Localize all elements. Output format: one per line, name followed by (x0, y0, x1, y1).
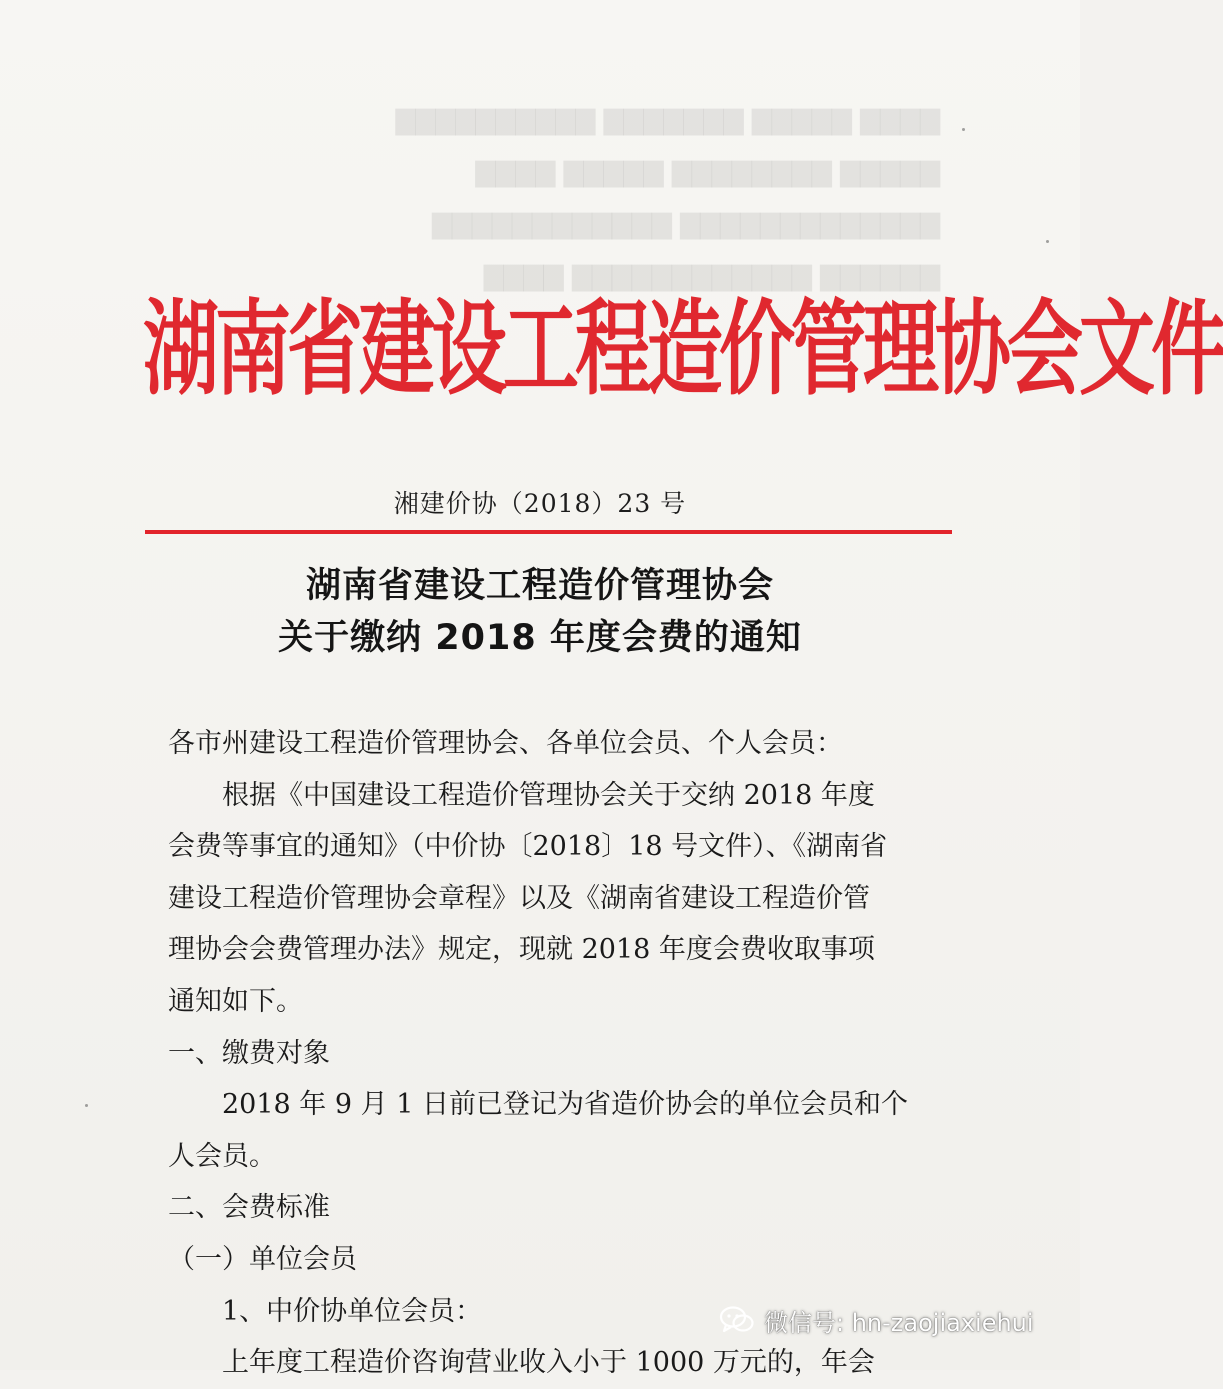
body-paragraph-line: 根据《中国建设工程造价管理协会关于交纳 2018 年度 (222, 779, 875, 811)
body-paragraph-line: 理协会会费管理办法》规定，现就 2018 年度会费收取事项 (168, 934, 875, 966)
body-paragraph-line: 通知如下。 (168, 985, 303, 1017)
notice-title-line-2: 关于缴纳 2018 年度会费的通知 (278, 618, 802, 658)
scan-speck (1046, 240, 1049, 243)
section-heading-2: 二、会费标准 (168, 1192, 330, 1224)
body-paragraph-line: 会费等事宜的通知》（中价协〔2018〕18 号文件）、《湖南省 (168, 831, 888, 863)
salutation: 各市州建设工程造价管理协会、各单位会员、个人会员： (168, 728, 843, 759)
body-paragraph-line: 上年度工程造价咨询营业收入小于 1000 万元的，年会 (222, 1347, 875, 1379)
document-number: 湘建价协（2018）23 号 (393, 489, 687, 518)
red-divider-line (145, 530, 952, 534)
item-heading: 1、中价协单位会员： (222, 1295, 483, 1327)
wechat-icon (720, 1306, 754, 1334)
section-heading-1: 一、缴费对象 (168, 1037, 330, 1069)
body-paragraph-line: 人会员。 (168, 1140, 276, 1172)
scan-speck (85, 1104, 88, 1107)
scan-speck (962, 128, 965, 131)
notice-body (168, 718, 928, 1389)
body-paragraph-line: 2018 年 9 月 1 日前已登记为省造价协会的单位会员和个 (222, 1089, 908, 1121)
bleed-through-text: ▇▇▇▇ ▇▇▇▇▇ ▇▇▇▇▇▇▇ ▇▇▇▇▇▇▇▇▇▇ ▇▇▇▇▇ ▇▇▇▇▇▇▇▇ ▇▇▇▇▇ ▇▇▇▇ ▇▇▇▇▇▇▇▇▇▇▇▇▇ ▇▇▇▇▇▇▇▇▇▇▇▇ ▇▇▇▇▇▇ ▇▇▇▇▇▇▇▇▇▇▇▇ ▇▇▇▇ (395, 106, 940, 292)
watermark-text: 微信号: hn-zaojiaxiehui (764, 1308, 1034, 1337)
subsection-heading: （一）单位会员 (168, 1243, 357, 1275)
body-paragraph-line: 建设工程造价管理协会章程》以及《湖南省建设工程造价管 (168, 882, 870, 914)
org-header-title: 湖南省建设工程造价管理协会文件 (143, 288, 1223, 409)
wechat-watermark (720, 1300, 1034, 1340)
notice-title-line-1: 湖南省建设工程造价管理协会 (305, 566, 774, 606)
